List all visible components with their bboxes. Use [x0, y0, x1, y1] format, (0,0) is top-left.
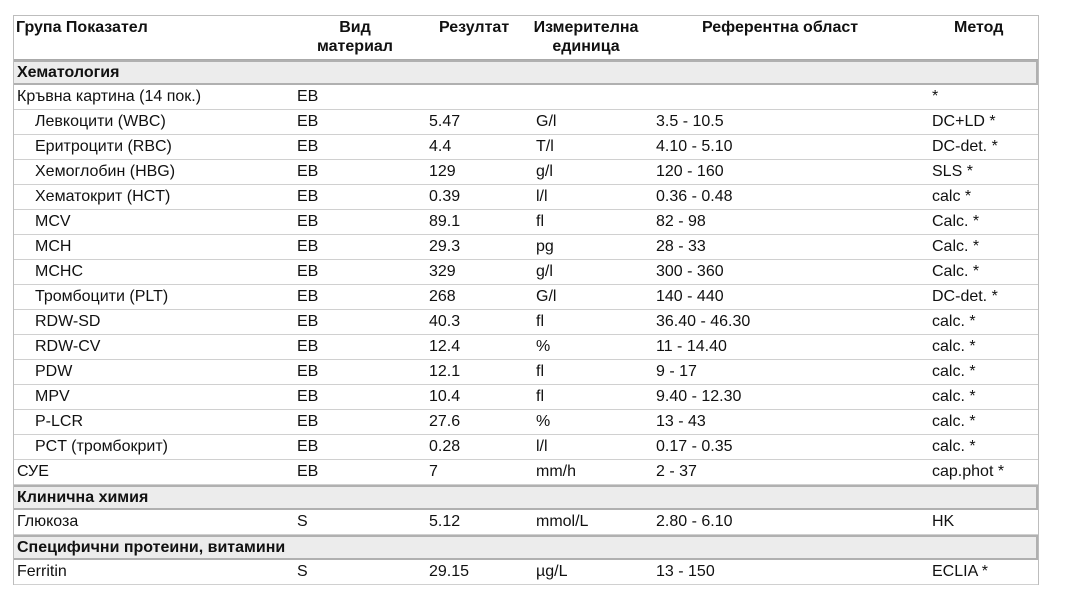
cell-method: calc *: [932, 188, 972, 205]
cell-unit: mm/h: [536, 463, 576, 480]
cell-method: DC-det. *: [932, 288, 998, 305]
table-row: [14, 385, 1038, 410]
table-row: [14, 360, 1038, 385]
cell-result: 7: [429, 463, 438, 480]
cell-name: MPV: [35, 388, 70, 405]
cell-name: Глюкоза: [17, 513, 79, 530]
cell-result: 12.1: [429, 363, 461, 380]
header-reference: Референтна област: [702, 19, 859, 36]
table-row: [14, 185, 1038, 210]
cell-material: EB: [297, 313, 319, 330]
cell-result: 12.4: [429, 338, 461, 355]
cell-material: EB: [297, 88, 319, 105]
cell-unit: l/l: [536, 188, 548, 205]
cell-material: S: [297, 513, 308, 530]
cell-material: EB: [297, 113, 319, 130]
table-row: [14, 210, 1038, 235]
table-row: [14, 110, 1038, 135]
cell-name: MCH: [35, 238, 72, 255]
cell-method: calc. *: [932, 413, 976, 430]
cell-reference: 28 - 33: [656, 238, 706, 255]
cell-material: EB: [297, 413, 319, 430]
cell-reference: 9.40 - 12.30: [656, 388, 742, 405]
cell-name: P-LCR: [35, 413, 84, 430]
table-row: [14, 285, 1038, 310]
cell-method: cap.phot *: [932, 463, 1005, 480]
cell-unit: G/l: [536, 113, 557, 130]
cell-method: Calc. *: [932, 238, 980, 255]
cell-unit: pg: [536, 238, 554, 255]
section-title: Хематология: [17, 64, 120, 81]
header-material: Вид материал: [317, 19, 393, 55]
cell-material: EB: [297, 263, 319, 280]
cell-result: 0.28: [429, 438, 461, 455]
lab-results-table: [13, 15, 1039, 585]
section-header: [14, 485, 1038, 510]
cell-unit: T/l: [536, 138, 554, 155]
cell-unit: %: [536, 413, 551, 430]
section-header: [14, 535, 1038, 560]
cell-name: RDW-SD: [35, 313, 101, 330]
cell-name: Ferritin: [17, 563, 67, 580]
cell-unit: g/l: [536, 163, 553, 180]
table-row: [14, 410, 1038, 435]
cell-material: EB: [297, 188, 319, 205]
table-row: [14, 335, 1038, 360]
cell-reference: 2 - 37: [656, 463, 697, 480]
cell-reference: 82 - 98: [656, 213, 706, 230]
cell-unit: fl: [536, 388, 544, 405]
cell-result: 27.6: [429, 413, 461, 430]
cell-method: ECLIA *: [932, 563, 989, 580]
cell-result: 4.4: [429, 138, 452, 155]
cell-name: Кръвна картина (14 пок.): [17, 88, 202, 105]
cell-result: 29.15: [429, 563, 470, 580]
cell-unit: l/l: [536, 438, 548, 455]
table-row: [14, 435, 1038, 460]
cell-material: EB: [297, 213, 319, 230]
cell-material: EB: [297, 388, 319, 405]
cell-reference: 300 - 360: [656, 263, 724, 280]
table-row: [14, 310, 1038, 335]
cell-result: 5.12: [429, 513, 461, 530]
cell-reference: 13 - 43: [656, 413, 706, 430]
cell-material: EB: [297, 438, 319, 455]
cell-method: Calc. *: [932, 263, 980, 280]
cell-reference: 9 - 17: [656, 363, 697, 380]
cell-reference: 140 - 440: [656, 288, 724, 305]
cell-unit: fl: [536, 313, 544, 330]
cell-name: Хемоглобин (HBG): [35, 163, 176, 180]
cell-reference: 2.80 - 6.10: [656, 513, 733, 530]
table-row: [14, 160, 1038, 185]
cell-reference: 4.10 - 5.10: [656, 138, 733, 155]
cell-result: 329: [429, 263, 456, 280]
cell-result: 0.39: [429, 188, 461, 205]
cell-result: 40.3: [429, 313, 461, 330]
cell-material: EB: [297, 288, 319, 305]
cell-reference: 11 - 14.40: [656, 338, 727, 355]
cell-unit: g/l: [536, 263, 553, 280]
table-row: [14, 560, 1038, 585]
table-row: [14, 85, 1038, 110]
table-row: [14, 510, 1038, 535]
cell-method: calc. *: [932, 363, 976, 380]
section-header: [14, 60, 1038, 85]
cell-method: calc. *: [932, 438, 976, 455]
cell-result: 29.3: [429, 238, 461, 255]
cell-reference: 13 - 150: [656, 563, 715, 580]
cell-material: EB: [297, 163, 319, 180]
section-title: Клинична химия: [17, 489, 149, 506]
cell-reference: 3.5 - 10.5: [656, 113, 724, 130]
cell-name: Еритроцити (RBC): [35, 138, 172, 155]
cell-material: EB: [297, 238, 319, 255]
cell-method: *: [932, 88, 939, 105]
cell-name: MCHC: [35, 263, 83, 280]
cell-reference: 0.36 - 0.48: [656, 188, 733, 205]
cell-reference: 0.17 - 0.35: [656, 438, 733, 455]
cell-name: PDW: [35, 363, 73, 380]
cell-name: Левкоцити (WBC): [35, 113, 166, 130]
cell-method: calc. *: [932, 313, 976, 330]
cell-reference: 36.40 - 46.30: [656, 313, 751, 330]
cell-material: EB: [297, 463, 319, 480]
header-method: Метод: [954, 19, 1004, 36]
cell-result: 10.4: [429, 388, 461, 405]
cell-unit: fl: [536, 363, 544, 380]
section-title: Специфични протеини, витамини: [17, 539, 286, 556]
cell-material: EB: [297, 138, 319, 155]
cell-result: 129: [429, 163, 456, 180]
cell-method: calc. *: [932, 388, 976, 405]
table-row: [14, 235, 1038, 260]
cell-name: MCV: [35, 213, 71, 230]
table-row: [14, 135, 1038, 160]
table-row: [14, 260, 1038, 285]
table-header: [14, 16, 1038, 60]
cell-result: 268: [429, 288, 456, 305]
cell-material: S: [297, 563, 308, 580]
cell-method: calc. *: [932, 338, 976, 355]
cell-result: 89.1: [429, 213, 461, 230]
cell-unit: G/l: [536, 288, 557, 305]
cell-unit: %: [536, 338, 551, 355]
cell-name: Тромбоцити (PLT): [35, 288, 169, 305]
cell-unit: mmol/L: [536, 513, 589, 530]
cell-material: EB: [297, 363, 319, 380]
cell-name: СУЕ: [17, 463, 49, 480]
cell-name: RDW-CV: [35, 338, 101, 355]
cell-method: DC+LD *: [932, 113, 996, 130]
cell-reference: 120 - 160: [656, 163, 724, 180]
cell-method: DC-det. *: [932, 138, 998, 155]
cell-name: PCT (тромбокрит): [35, 438, 168, 455]
cell-method: Calc. *: [932, 213, 980, 230]
cell-unit: µg/L: [536, 563, 568, 580]
cell-result: 5.47: [429, 113, 461, 130]
cell-name: Хематокрит (HCT): [35, 188, 171, 205]
header-unit: Измерителна единица: [533, 19, 639, 55]
cell-method: HK: [932, 513, 955, 530]
cell-material: EB: [297, 338, 319, 355]
header-group: Група Показател: [16, 19, 148, 36]
cell-unit: fl: [536, 213, 544, 230]
table-row: [14, 460, 1038, 485]
header-result: Резултат: [439, 19, 510, 36]
cell-method: SLS *: [932, 163, 973, 180]
